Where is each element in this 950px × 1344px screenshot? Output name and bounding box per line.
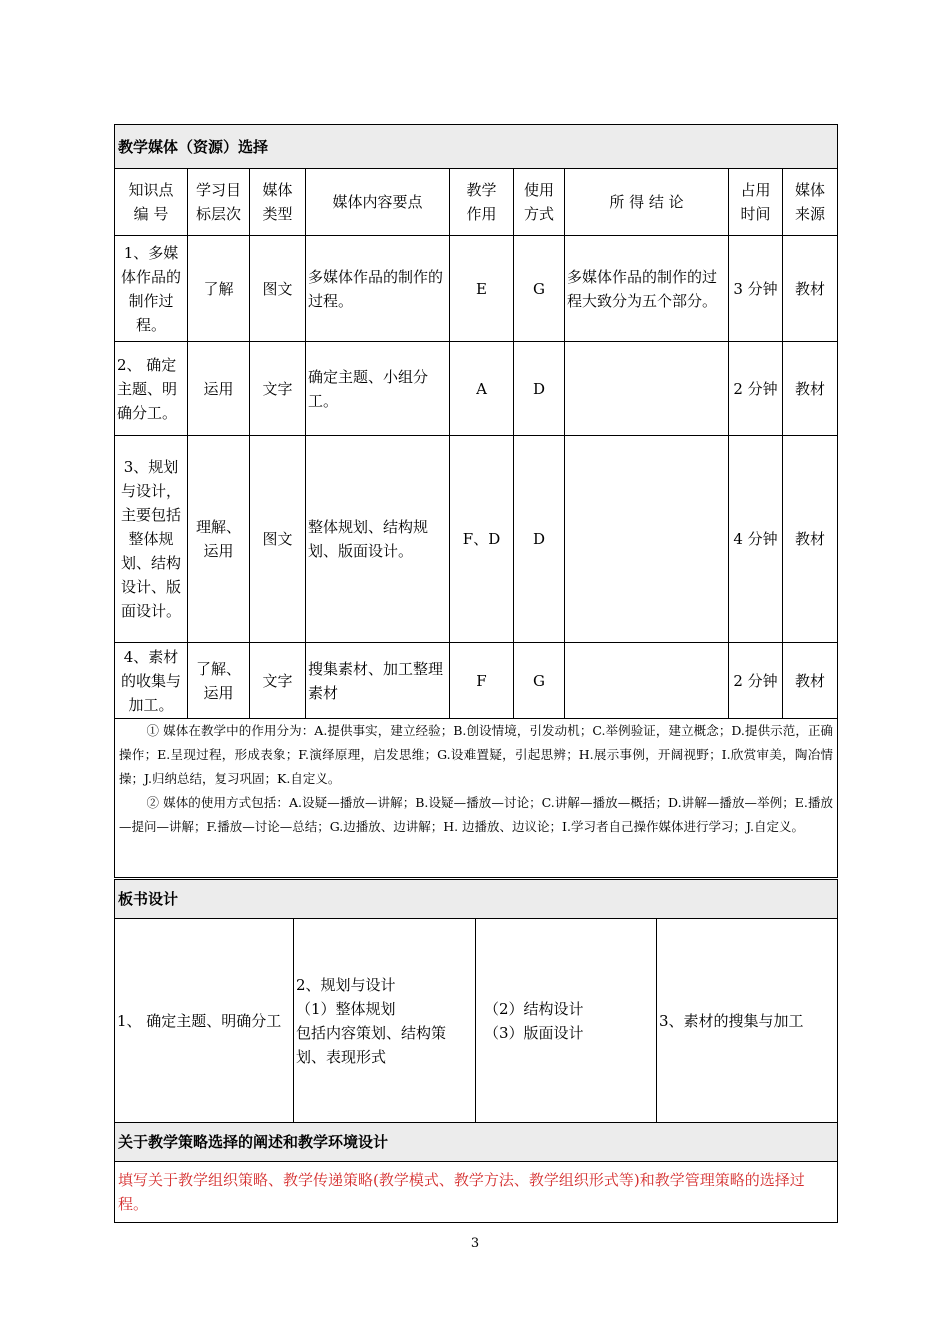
cell-media-type: 文字 bbox=[250, 342, 306, 436]
board-design-row bbox=[115, 919, 838, 1123]
note-usage-methods: ② 媒体的使用方式包括：A.设疑—播放—讲解；B.设疑—播放—讨论；C.讲解—播放—概括；D.讲解—播放—举例；E.播放—提问—讲解；F.播放—讨论—总结；G.边播放、边讲解；H. 边播放、边议论；I.学习者自己操作媒体进行学习；J.自定义。 bbox=[119, 795, 834, 834]
cell-time: 3 分钟 bbox=[729, 236, 783, 342]
board-and-strategy-table bbox=[114, 879, 838, 1223]
header-usage-method: 使用 方式 bbox=[514, 169, 565, 236]
header-conclusion: 所 得 结 论 bbox=[565, 169, 729, 236]
header-goal-level: 学习目 标层次 bbox=[188, 169, 250, 236]
cell-media-type: 文字 bbox=[250, 643, 306, 719]
cell-media-content: 搜集素材、加工整理素材 bbox=[306, 643, 450, 719]
cell-media-content: 确定主题、小组分工。 bbox=[306, 342, 450, 436]
cell-goal-level: 了解 bbox=[188, 236, 250, 342]
board-col-3: （2）结构设计 （3）版面设计 bbox=[476, 919, 657, 1123]
cell-knowledge-id: 2、 确定主题、明确分工。 bbox=[115, 342, 188, 436]
cell-media-content: 多媒体作品的制作的过程。 bbox=[306, 236, 450, 342]
cell-knowledge-id: 4、素材的收集与加工。 bbox=[115, 643, 188, 719]
header-source: 媒体 来源 bbox=[783, 169, 838, 236]
note-media-roles: ① 媒体在教学中的作用分为：A.提供事实，建立经验；B.创设情境，引发动机；C.举例验证，建立概念；D.提供示范，正确操作；E.呈现过程，形成表象；F.演绎原理，启发思维；G.设难置疑，引起思辨；H.展示事例，开阔视野；I.欣赏审美，陶冶情操；J.归纳总结，复习巩固；K.自定义。 bbox=[119, 723, 834, 786]
table-row bbox=[115, 436, 838, 643]
cell-knowledge-id: 1、多媒体作品的制作过程。 bbox=[115, 236, 188, 342]
cell-goal-level: 理解、运用 bbox=[188, 436, 250, 643]
cell-usage-method: G bbox=[514, 236, 565, 342]
header-teaching-role: 教学 作用 bbox=[450, 169, 514, 236]
cell-knowledge-id: 3、规划与设计，主要包括整体规划、结构设计、版面设计。 bbox=[115, 436, 188, 643]
cell-usage-method: D bbox=[514, 436, 565, 643]
cell-usage-method: G bbox=[514, 643, 565, 719]
cell-time: 2 分钟 bbox=[729, 643, 783, 719]
cell-source: 教材 bbox=[783, 643, 838, 719]
cell-conclusion bbox=[565, 436, 729, 643]
header-knowledge-id: 知识点 编 号 bbox=[115, 169, 188, 236]
board-col-4: 3、素材的搜集与加工 bbox=[657, 919, 838, 1123]
table-header-row bbox=[115, 169, 838, 236]
board-col-2: 2、规划与设计 （1）整体规划 包括内容策划、结构策划、表现形式 bbox=[294, 919, 476, 1123]
cell-conclusion: 多媒体作品的制作的过程大致分为五个部分。 bbox=[565, 236, 729, 342]
page-number: 3 bbox=[470, 1236, 480, 1251]
header-time: 占用 时间 bbox=[729, 169, 783, 236]
cell-goal-level: 了解、运用 bbox=[188, 643, 250, 719]
table-row bbox=[115, 236, 838, 342]
cell-media-type: 图文 bbox=[250, 236, 306, 342]
cell-teaching-role: A bbox=[450, 342, 514, 436]
cell-usage-method: D bbox=[514, 342, 565, 436]
cell-source: 教材 bbox=[783, 236, 838, 342]
section-title-strategy: 关于教学策略选择的阐述和教学环境设计 bbox=[115, 1123, 838, 1162]
header-media-content: 媒体内容要点 bbox=[306, 169, 450, 236]
cell-teaching-role: F bbox=[450, 643, 514, 719]
cell-teaching-role: E bbox=[450, 236, 514, 342]
cell-time: 4 分钟 bbox=[729, 436, 783, 643]
strategy-instruction: 填写关于教学组织策略、教学传递策略(教学模式、教学方法、教学组织形式等)和教学管理策略的选择过程。 bbox=[115, 1162, 838, 1223]
cell-source: 教材 bbox=[783, 342, 838, 436]
cell-goal-level: 运用 bbox=[188, 342, 250, 436]
cell-media-content: 整体规划、结构规划、版面设计。 bbox=[306, 436, 450, 643]
cell-teaching-role: F、D bbox=[450, 436, 514, 643]
table-row bbox=[115, 643, 838, 719]
board-col-1: 1、 确定主题、明确分工 bbox=[115, 919, 294, 1123]
header-media-type: 媒体 类型 bbox=[250, 169, 306, 236]
section-title-board: 板书设计 bbox=[115, 880, 838, 919]
media-selection-table bbox=[114, 124, 838, 878]
cell-conclusion bbox=[565, 342, 729, 436]
cell-time: 2 分钟 bbox=[729, 342, 783, 436]
cell-media-type: 图文 bbox=[250, 436, 306, 643]
media-notes bbox=[115, 719, 838, 878]
cell-conclusion bbox=[565, 643, 729, 719]
section-title-media: 教学媒体（资源）选择 bbox=[115, 125, 838, 169]
table-row bbox=[115, 342, 838, 436]
cell-source: 教材 bbox=[783, 436, 838, 643]
